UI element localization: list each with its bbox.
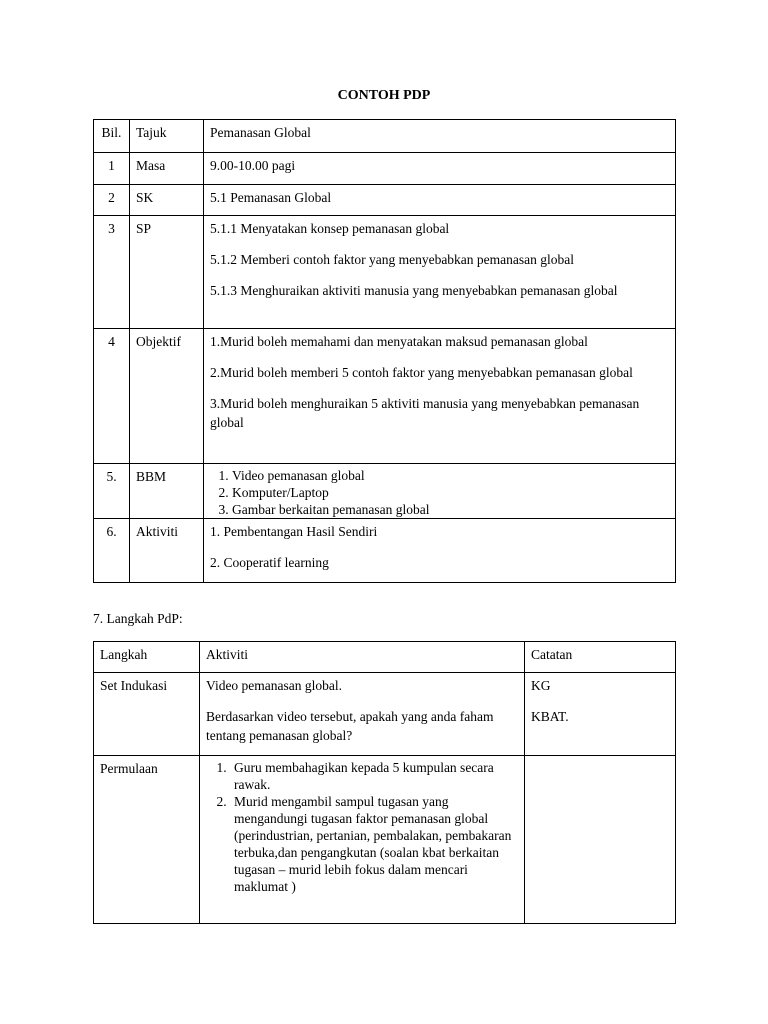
row-value	[204, 329, 676, 464]
section-heading: 7. Langkah PdP:	[93, 611, 183, 626]
row-bil: 6.	[94, 519, 130, 583]
step-activity	[200, 673, 525, 756]
step-activity	[200, 756, 525, 924]
row-value	[204, 216, 676, 329]
bbm-list	[210, 467, 669, 518]
list-item: 2. Murid mengambil sampul tugasan yang mengandungi tugasan faktor pemanasan global (perindustrian, pertanian, pembalakan, pembakaran terbuka,dan pengangkutan (soalan kbat berkaitan tugasan – murid lebih fokus dalam mencari maklumat )	[230, 793, 518, 895]
row-value	[204, 519, 676, 583]
row-bil: 2	[94, 185, 130, 216]
table-row	[94, 120, 676, 153]
row-bil: 5.	[94, 464, 130, 519]
row-value: 5.1 Pemanasan Global	[204, 185, 676, 216]
activity-line: 1. Pembentangan Hasil Sendiri	[210, 524, 378, 539]
table-row	[94, 642, 676, 673]
note-line: KBAT.	[531, 709, 569, 724]
header-bil: Bil.	[94, 120, 130, 153]
objective-line: 3.Murid boleh menghuraikan 5 aktiviti manusia yang menyebabkan pemanasan global	[210, 396, 640, 430]
list-item: 2. Komputer/Laptop	[232, 484, 669, 501]
sp-line: 5.1.2 Memberi contoh faktor yang menyebabkan pemanasan global	[210, 252, 575, 267]
row-bil: 4	[94, 329, 130, 464]
lesson-info-table	[93, 119, 676, 583]
step-notes	[525, 756, 676, 924]
table-row	[94, 153, 676, 185]
step-name: Set Indukasi	[94, 673, 200, 756]
row-value: 9.00-10.00 pagi	[204, 153, 676, 185]
table-row	[94, 464, 676, 519]
step-notes	[525, 673, 676, 756]
objective-line: 1.Murid boleh memahami dan menyatakan maksud pemanasan global	[210, 334, 588, 349]
row-tajuk: Masa	[130, 153, 204, 185]
row-tajuk: Objektif	[130, 329, 204, 464]
row-tajuk: SP	[130, 216, 204, 329]
list-item: 1. Video pemanasan global	[232, 467, 669, 484]
row-tajuk: SK	[130, 185, 204, 216]
list-item: 3. Gambar berkaitan pemanasan global	[232, 501, 669, 518]
table-row	[94, 673, 676, 756]
activity-line: 2. Cooperatif learning	[210, 555, 329, 570]
note-line: KG	[531, 678, 551, 693]
activity-line: Video pemanasan global.	[206, 678, 343, 693]
list-item: 1. Guru membahagikan kepada 5 kumpulan secara rawak.	[230, 759, 518, 793]
row-bil: 3	[94, 216, 130, 329]
header-aktiviti: Aktiviti	[200, 642, 525, 673]
page-title: CONTOH PDP	[337, 88, 431, 103]
sp-line: 5.1.1 Menyatakan konsep pemanasan global	[210, 221, 450, 236]
header-langkah: Langkah	[94, 642, 200, 673]
table-row	[94, 756, 676, 924]
row-bil: 1	[94, 153, 130, 185]
row-value	[204, 464, 676, 519]
header-tajuk: Tajuk	[130, 120, 204, 153]
step-name: Permulaan	[94, 756, 200, 924]
table-row	[94, 329, 676, 464]
table-row	[94, 185, 676, 216]
table-row	[94, 216, 676, 329]
sp-line: 5.1.3 Menghuraikan aktiviti manusia yang menyebabkan pemanasan global	[210, 283, 618, 298]
header-value: Pemanasan Global	[204, 120, 676, 153]
langkah-table	[93, 641, 676, 924]
objective-line: 2.Murid boleh memberi 5 contoh faktor yang menyebabkan pemanasan global	[210, 365, 633, 380]
table-row	[94, 519, 676, 583]
row-tajuk: BBM	[130, 464, 204, 519]
row-tajuk: Aktiviti	[130, 519, 204, 583]
header-catatan: Catatan	[525, 642, 676, 673]
activity-line: Berdasarkan video tersebut, apakah yang anda faham tentang pemanasan global?	[206, 709, 494, 743]
activity-list	[206, 759, 518, 895]
